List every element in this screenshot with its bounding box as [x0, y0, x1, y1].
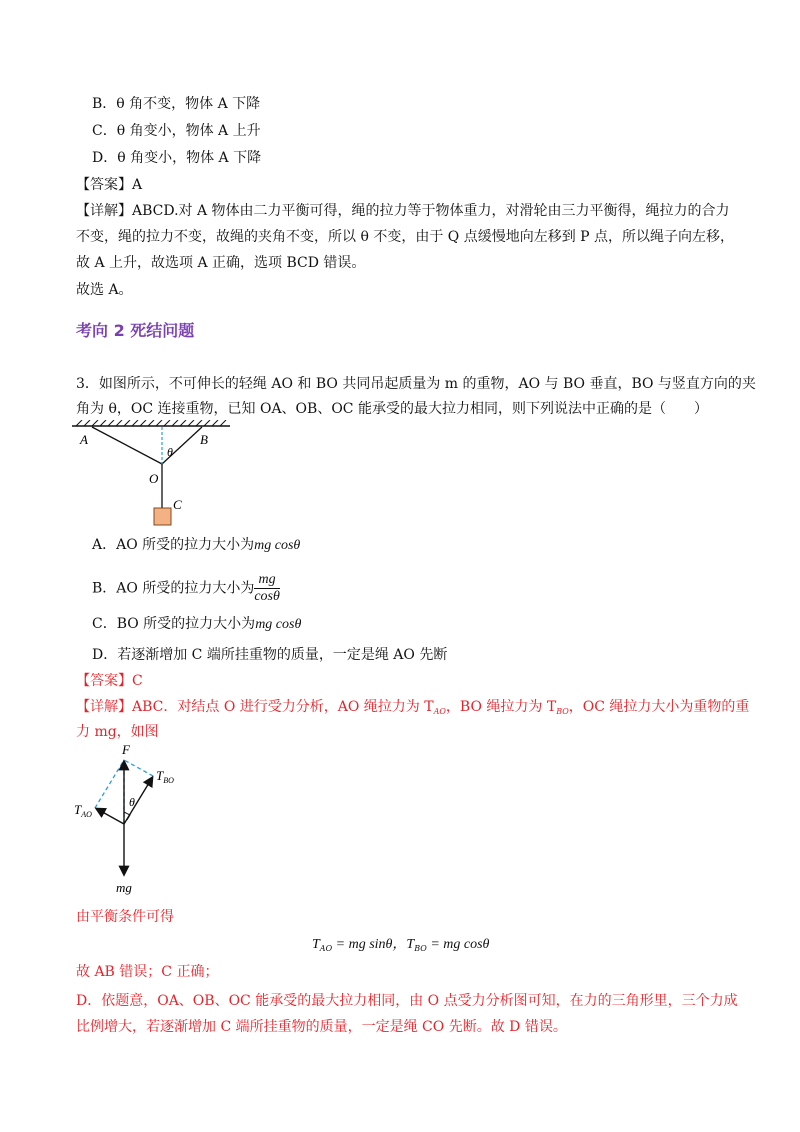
label-o: O — [149, 471, 159, 486]
q2-detail-line-2: 不变，绳的拉力不变，故绳的夹角不变，所以 θ 不变，由于 Q 点缓慢地向左移到 P 点，所以绳子向左移， — [76, 229, 735, 245]
q2-option-d: D．θ 角变小，物体 A 下降 — [92, 150, 262, 166]
force-arrow-tao — [97, 809, 124, 824]
q3-detail-line-1: 【详解】ABC．对结点 O 进行受力分析，AO 绳拉力为 $T_{AO}$，BO 绳拉力为 $T_{BO}$，OC 绳拉力大小为重物的重 — [76, 699, 750, 716]
dashed-parallel-1 — [95, 760, 124, 808]
q3-option-a: A．AO 所受的拉力大小为mg cosθ — [92, 537, 301, 553]
q3-option-c: C．BO 所受的拉力大小为mg cosθ — [92, 616, 302, 632]
q2-option-c: C．θ 角变小，物体 A 上升 — [92, 123, 261, 139]
d-detail-line-2: 比例增大，若逐渐增加 C 端所挂重物的质量，一定是绳 CO 先断。故 D 错误。 — [76, 1019, 567, 1035]
rope-ao — [92, 427, 162, 464]
label-f: F — [122, 744, 130, 757]
equilibrium-equation: $T_{AO}$ = mg sinθ，$T_{BO}$ = mg cosθ — [312, 937, 490, 953]
q2-option-b: B．θ 角不变，物体 A 下降 — [92, 96, 261, 112]
label-t-bo: $T_{BO}$ — [156, 768, 174, 785]
q2-detail-line-1: 【详解】ABCD.对 A 物体由二力平衡可得，绳的拉力等于物体重力，对滑轮由三力平衡得，绳拉力的合力 — [76, 203, 730, 219]
equilibrium-text: 由平衡条件可得 — [76, 909, 174, 925]
q3-stem-line-1: 3．如图所示，不可伸长的轻绳 AO 和 BO 共同吊起质量为 m 的重物，AO 与 BO 垂直，BO 与竖直方向的夹 — [76, 376, 756, 392]
conclusion-ab-c: 故 AB 错误；C 正确； — [76, 964, 219, 980]
q3-detail-line-2: 力 mg，如图 — [76, 724, 159, 740]
dashed-parallel-2 — [124, 760, 153, 776]
label-mg: mg — [116, 880, 132, 895]
q3-stem-line-2: 角为 θ，OC 连接重物，已知 OA、OB、OC 能承受的最大拉力相同，则下列说法中正确的是（ ） — [76, 401, 708, 417]
fraction-mg-over-cos: $\frac{mg}{\cos\theta}$ — [254, 572, 280, 604]
label-theta-2: θ — [129, 795, 135, 809]
q2-detail-line-3: 故 A 上升，故选项 A 正确，选项 BCD 错误。 — [76, 255, 366, 271]
label-a: A — [80, 432, 88, 447]
force-diagram — [70, 744, 200, 896]
q3-option-b: B．AO 所受的拉力大小为 $\frac{mg}{\cos\theta}$ — [92, 572, 280, 604]
label-b: B — [200, 432, 208, 447]
q3-option-d: D．若逐渐增加 C 端所挂重物的质量，一定是绳 AO 先断 — [92, 647, 448, 663]
label-theta: θ — [167, 445, 173, 459]
q2-answer: 【答案】A — [76, 177, 143, 193]
label-c: C — [173, 497, 182, 512]
q2-conclusion: 故选 A。 — [76, 282, 133, 298]
d-detail-line-1: D．依题意，OA、OB、OC 能承受的最大拉力相同，由 O 点受力分析图可知，在力的三角形里，三个力成 — [76, 993, 738, 1009]
label-t-ao: $T_{AO}$ — [74, 802, 92, 819]
weight-block — [154, 508, 171, 525]
section-heading: 考向 2 死结问题 — [76, 321, 195, 340]
q3-answer: 【答案】C — [76, 673, 143, 689]
rope-diagram — [72, 420, 242, 530]
